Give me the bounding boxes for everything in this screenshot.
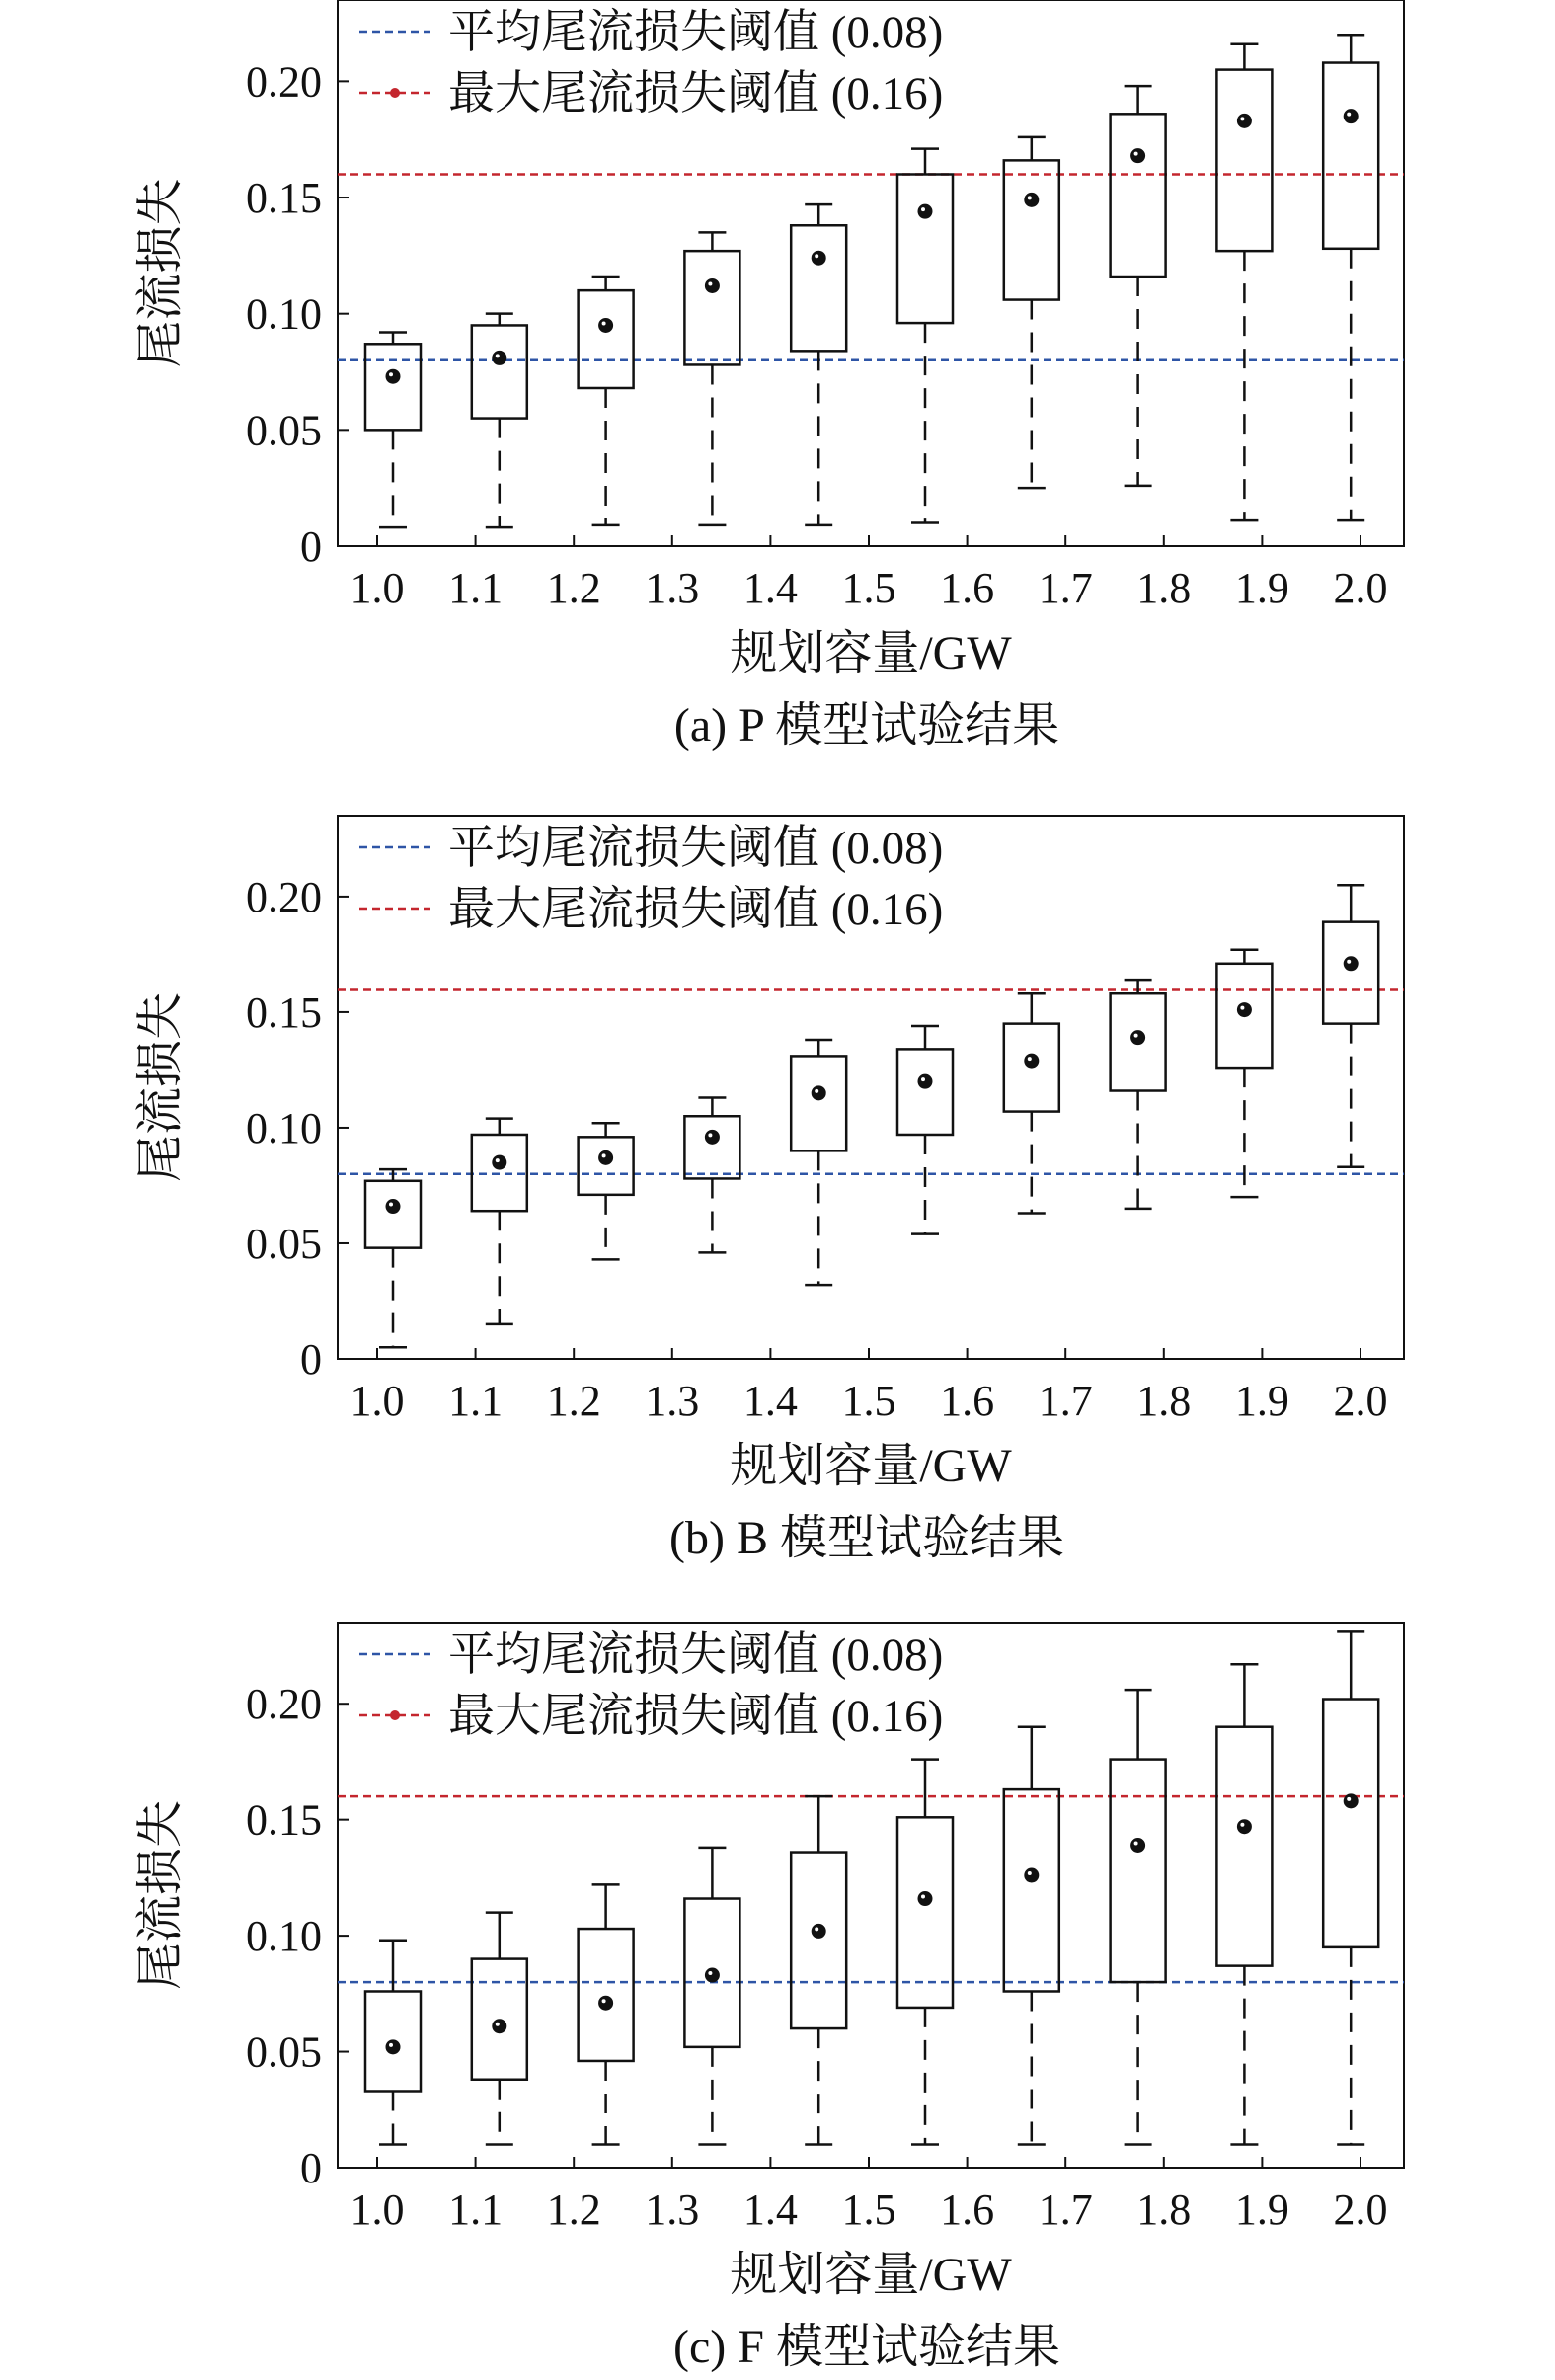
box-9 (1216, 44, 1272, 520)
box-body (1323, 922, 1378, 1024)
mean-marker-highlight (1134, 152, 1138, 156)
box-1 (365, 1941, 421, 2145)
box-body (1323, 1700, 1378, 1947)
x-tick-label: 1.2 (546, 2185, 601, 2234)
x-tick-label: 1.5 (841, 564, 896, 612)
box-body (1004, 160, 1059, 299)
mean-marker-highlight (1028, 196, 1032, 199)
x-tick-label: 1.6 (940, 1377, 995, 1425)
mean-marker-highlight (1347, 1797, 1351, 1801)
mean-marker-highlight (496, 2023, 500, 2026)
mean-marker (492, 1155, 506, 1170)
chart-panel-1 (134, 0, 1404, 752)
y-tick-label: 0 (300, 1335, 322, 1384)
mean-marker-highlight (815, 1089, 818, 1093)
y-tick-label: 0.10 (246, 1912, 322, 1961)
legend-label: 平均尾流损失阈值 (0.08) (448, 823, 944, 874)
box-8 (1111, 980, 1166, 1209)
x-tick-label: 1.1 (448, 564, 504, 612)
mean-marker (386, 2039, 401, 2054)
box-10 (1323, 1631, 1378, 2144)
mean-marker (812, 251, 826, 266)
legend-marker (390, 1710, 400, 1720)
x-tick-label: 1.3 (645, 2185, 700, 2234)
panel-caption: (c) F 模型试验结果 (673, 2321, 1060, 2373)
legend-label: 平均尾流损失阈值 (0.08) (448, 1629, 944, 1681)
box-body (684, 1116, 739, 1178)
panel-caption: (a) P 模型试验结果 (673, 699, 1060, 752)
box-2 (472, 314, 527, 527)
x-tick-label: 1.8 (1136, 2185, 1192, 2234)
x-tick-label: 1.5 (841, 1377, 896, 1425)
x-tick-label: 1.3 (645, 564, 700, 612)
box-4 (684, 232, 739, 525)
y-axis-title: 尾流损失 (134, 992, 187, 1183)
mean-marker-highlight (602, 1153, 606, 1157)
mean-marker (1130, 1030, 1145, 1045)
legend-marker (390, 88, 400, 98)
mean-marker (1130, 148, 1145, 163)
legend-entry-1 (359, 1629, 943, 1681)
box-body (791, 1056, 846, 1150)
x-tick-label: 1.2 (546, 564, 601, 612)
mean-marker-highlight (815, 1927, 818, 1931)
box-body (897, 174, 953, 323)
box-body (1323, 63, 1378, 249)
mean-marker (598, 318, 613, 333)
box-2 (472, 1913, 527, 2145)
mean-marker-highlight (602, 321, 606, 325)
mean-marker-highlight (921, 207, 925, 211)
mean-marker (1237, 1819, 1252, 1834)
chart-panel-2 (134, 816, 1404, 1564)
mean-marker-highlight (1347, 113, 1351, 117)
box-body (579, 290, 634, 388)
mean-marker (1344, 956, 1359, 971)
mean-marker-highlight (1240, 1006, 1244, 1010)
mean-marker (705, 1130, 720, 1145)
x-tick-label: 1.0 (350, 564, 405, 612)
mean-marker (918, 1074, 933, 1089)
mean-marker (492, 351, 506, 365)
mean-marker (386, 1199, 401, 1214)
mean-marker-highlight (1134, 1034, 1138, 1038)
box-6 (897, 1760, 953, 2145)
x-tick-label: 1.9 (1234, 2185, 1289, 2234)
box-body (1216, 70, 1272, 252)
mean-marker-highlight (708, 1971, 712, 1975)
x-tick-label: 1.4 (742, 564, 798, 612)
box-body (1004, 1789, 1059, 1991)
mean-marker (386, 369, 401, 384)
box-body (1111, 114, 1166, 277)
box-body (1111, 1760, 1166, 1982)
mean-marker (1237, 114, 1252, 128)
y-axis-title: 尾流损失 (134, 1799, 187, 1991)
legend-label: 最大尾流损失阈值 (0.16) (448, 68, 944, 119)
box-3 (579, 277, 634, 525)
mean-marker (1237, 1002, 1252, 1017)
mean-marker-highlight (1240, 1823, 1244, 1827)
x-tick-label: 1.1 (448, 2185, 504, 2234)
box-9 (1216, 950, 1272, 1197)
mean-marker-highlight (921, 1895, 925, 1899)
box-3 (579, 1123, 634, 1259)
mean-marker-highlight (1240, 117, 1244, 120)
box-body (472, 325, 527, 418)
legend-entry-2 (359, 884, 943, 935)
mean-marker-highlight (708, 281, 712, 285)
mean-marker (812, 1924, 826, 1939)
x-tick-label: 1.2 (546, 1377, 601, 1425)
x-tick-label: 1.6 (940, 564, 995, 612)
y-axis-title: 尾流损失 (134, 178, 187, 368)
y-tick-label: 0.05 (246, 1219, 322, 1268)
box-5 (791, 1796, 846, 2144)
box-body (579, 1929, 634, 2061)
x-tick-label: 1.3 (645, 1377, 700, 1425)
box-9 (1216, 1664, 1272, 2144)
y-tick-label: 0.10 (246, 289, 322, 339)
y-tick-label: 0.15 (246, 174, 322, 223)
legend-label: 最大尾流损失阈值 (0.16) (448, 884, 944, 935)
mean-marker (1024, 1868, 1039, 1883)
box-1 (365, 333, 421, 528)
x-tick-label: 1.0 (350, 1377, 405, 1425)
mean-marker-highlight (1028, 1057, 1032, 1061)
x-tick-label: 1.1 (448, 1377, 504, 1425)
x-tick-label: 1.7 (1038, 2185, 1093, 2234)
x-axis-title: 规划容量/GW (730, 2249, 1012, 2301)
box-7 (1004, 993, 1059, 1213)
x-tick-label: 2.0 (1333, 564, 1388, 612)
mean-marker (705, 1968, 720, 1983)
box-body (791, 1853, 846, 2029)
mean-marker-highlight (921, 1077, 925, 1081)
mean-marker (598, 1150, 613, 1165)
x-axis-title: 规划容量/GW (730, 1440, 1012, 1492)
x-tick-label: 1.9 (1234, 1377, 1289, 1425)
y-tick-label: 0.10 (246, 1103, 322, 1152)
box-body (684, 251, 739, 364)
y-tick-label: 0.05 (246, 406, 322, 455)
x-tick-label: 1.7 (1038, 564, 1093, 612)
box-4 (684, 1848, 739, 2145)
box-body (365, 344, 421, 430)
y-tick-label: 0 (300, 2144, 322, 2192)
x-tick-label: 2.0 (1333, 1377, 1388, 1425)
mean-marker-highlight (389, 1203, 393, 1207)
mean-marker-highlight (389, 2043, 393, 2047)
box-body (1216, 1727, 1272, 1966)
x-tick-label: 1.8 (1136, 564, 1192, 612)
mean-marker-highlight (1134, 1841, 1138, 1845)
x-tick-label: 1.5 (841, 2185, 896, 2234)
box-10 (1323, 35, 1378, 520)
chart-panel-3 (134, 1623, 1404, 2373)
x-tick-label: 1.0 (350, 2185, 405, 2234)
legend-label: 平均尾流损失阈值 (0.08) (448, 7, 944, 58)
y-tick-label: 0.20 (246, 57, 322, 107)
x-tick-label: 1.4 (742, 1377, 798, 1425)
y-tick-label: 0.05 (246, 2027, 322, 2077)
mean-marker-highlight (708, 1133, 712, 1137)
legend-entry-2 (359, 68, 943, 119)
box-3 (579, 1884, 634, 2144)
mean-marker (1344, 1793, 1359, 1808)
box-body (365, 1181, 421, 1248)
mean-marker-highlight (1028, 1871, 1032, 1875)
x-tick-label: 1.9 (1234, 564, 1289, 612)
x-tick-label: 1.6 (940, 2185, 995, 2234)
mean-marker-highlight (815, 254, 818, 258)
box-body (897, 1049, 953, 1135)
mean-marker (1130, 1838, 1145, 1853)
legend-entry-1 (359, 823, 943, 874)
box-10 (1323, 885, 1378, 1167)
x-tick-label: 1.8 (1136, 1377, 1192, 1425)
box-6 (897, 1026, 953, 1234)
mean-marker (1024, 193, 1039, 207)
box-body (897, 1817, 953, 2008)
mean-marker-highlight (389, 372, 393, 376)
mean-marker (812, 1085, 826, 1100)
mean-marker (492, 2019, 506, 2033)
box-body (579, 1137, 634, 1195)
legend-label: 最大尾流损失阈值 (0.16) (448, 1691, 944, 1742)
y-tick-label: 0.20 (246, 1680, 322, 1729)
box-2 (472, 1119, 527, 1324)
panel-caption: (b) B 模型试验结果 (669, 1512, 1064, 1564)
box-body (791, 225, 846, 351)
mean-marker (1344, 109, 1359, 123)
mean-marker-highlight (496, 354, 500, 357)
box-1 (365, 1169, 421, 1347)
mean-marker-highlight (1347, 960, 1351, 964)
y-tick-label: 0.15 (246, 1795, 322, 1845)
box-7 (1004, 1727, 1059, 2145)
mean-marker (918, 204, 933, 219)
mean-marker-highlight (496, 1158, 500, 1162)
legend-entry-2 (359, 1691, 943, 1742)
mean-marker-highlight (602, 1999, 606, 2003)
mean-marker (705, 278, 720, 293)
box-6 (897, 149, 953, 523)
box-5 (791, 1040, 846, 1285)
x-axis-title: 规划容量/GW (730, 627, 1012, 679)
legend-entry-1 (359, 7, 943, 58)
box-8 (1111, 1690, 1166, 2144)
box-7 (1004, 137, 1059, 488)
mean-marker (1024, 1054, 1039, 1069)
box-5 (791, 204, 846, 525)
x-tick-label: 1.4 (742, 2185, 798, 2234)
mean-marker (598, 1996, 613, 2011)
box-8 (1111, 86, 1166, 486)
y-tick-label: 0 (300, 522, 322, 571)
y-tick-label: 0.15 (246, 988, 322, 1037)
y-tick-label: 0.20 (246, 872, 322, 921)
mean-marker (918, 1891, 933, 1906)
x-tick-label: 1.7 (1038, 1377, 1093, 1425)
x-tick-label: 2.0 (1333, 2185, 1388, 2234)
